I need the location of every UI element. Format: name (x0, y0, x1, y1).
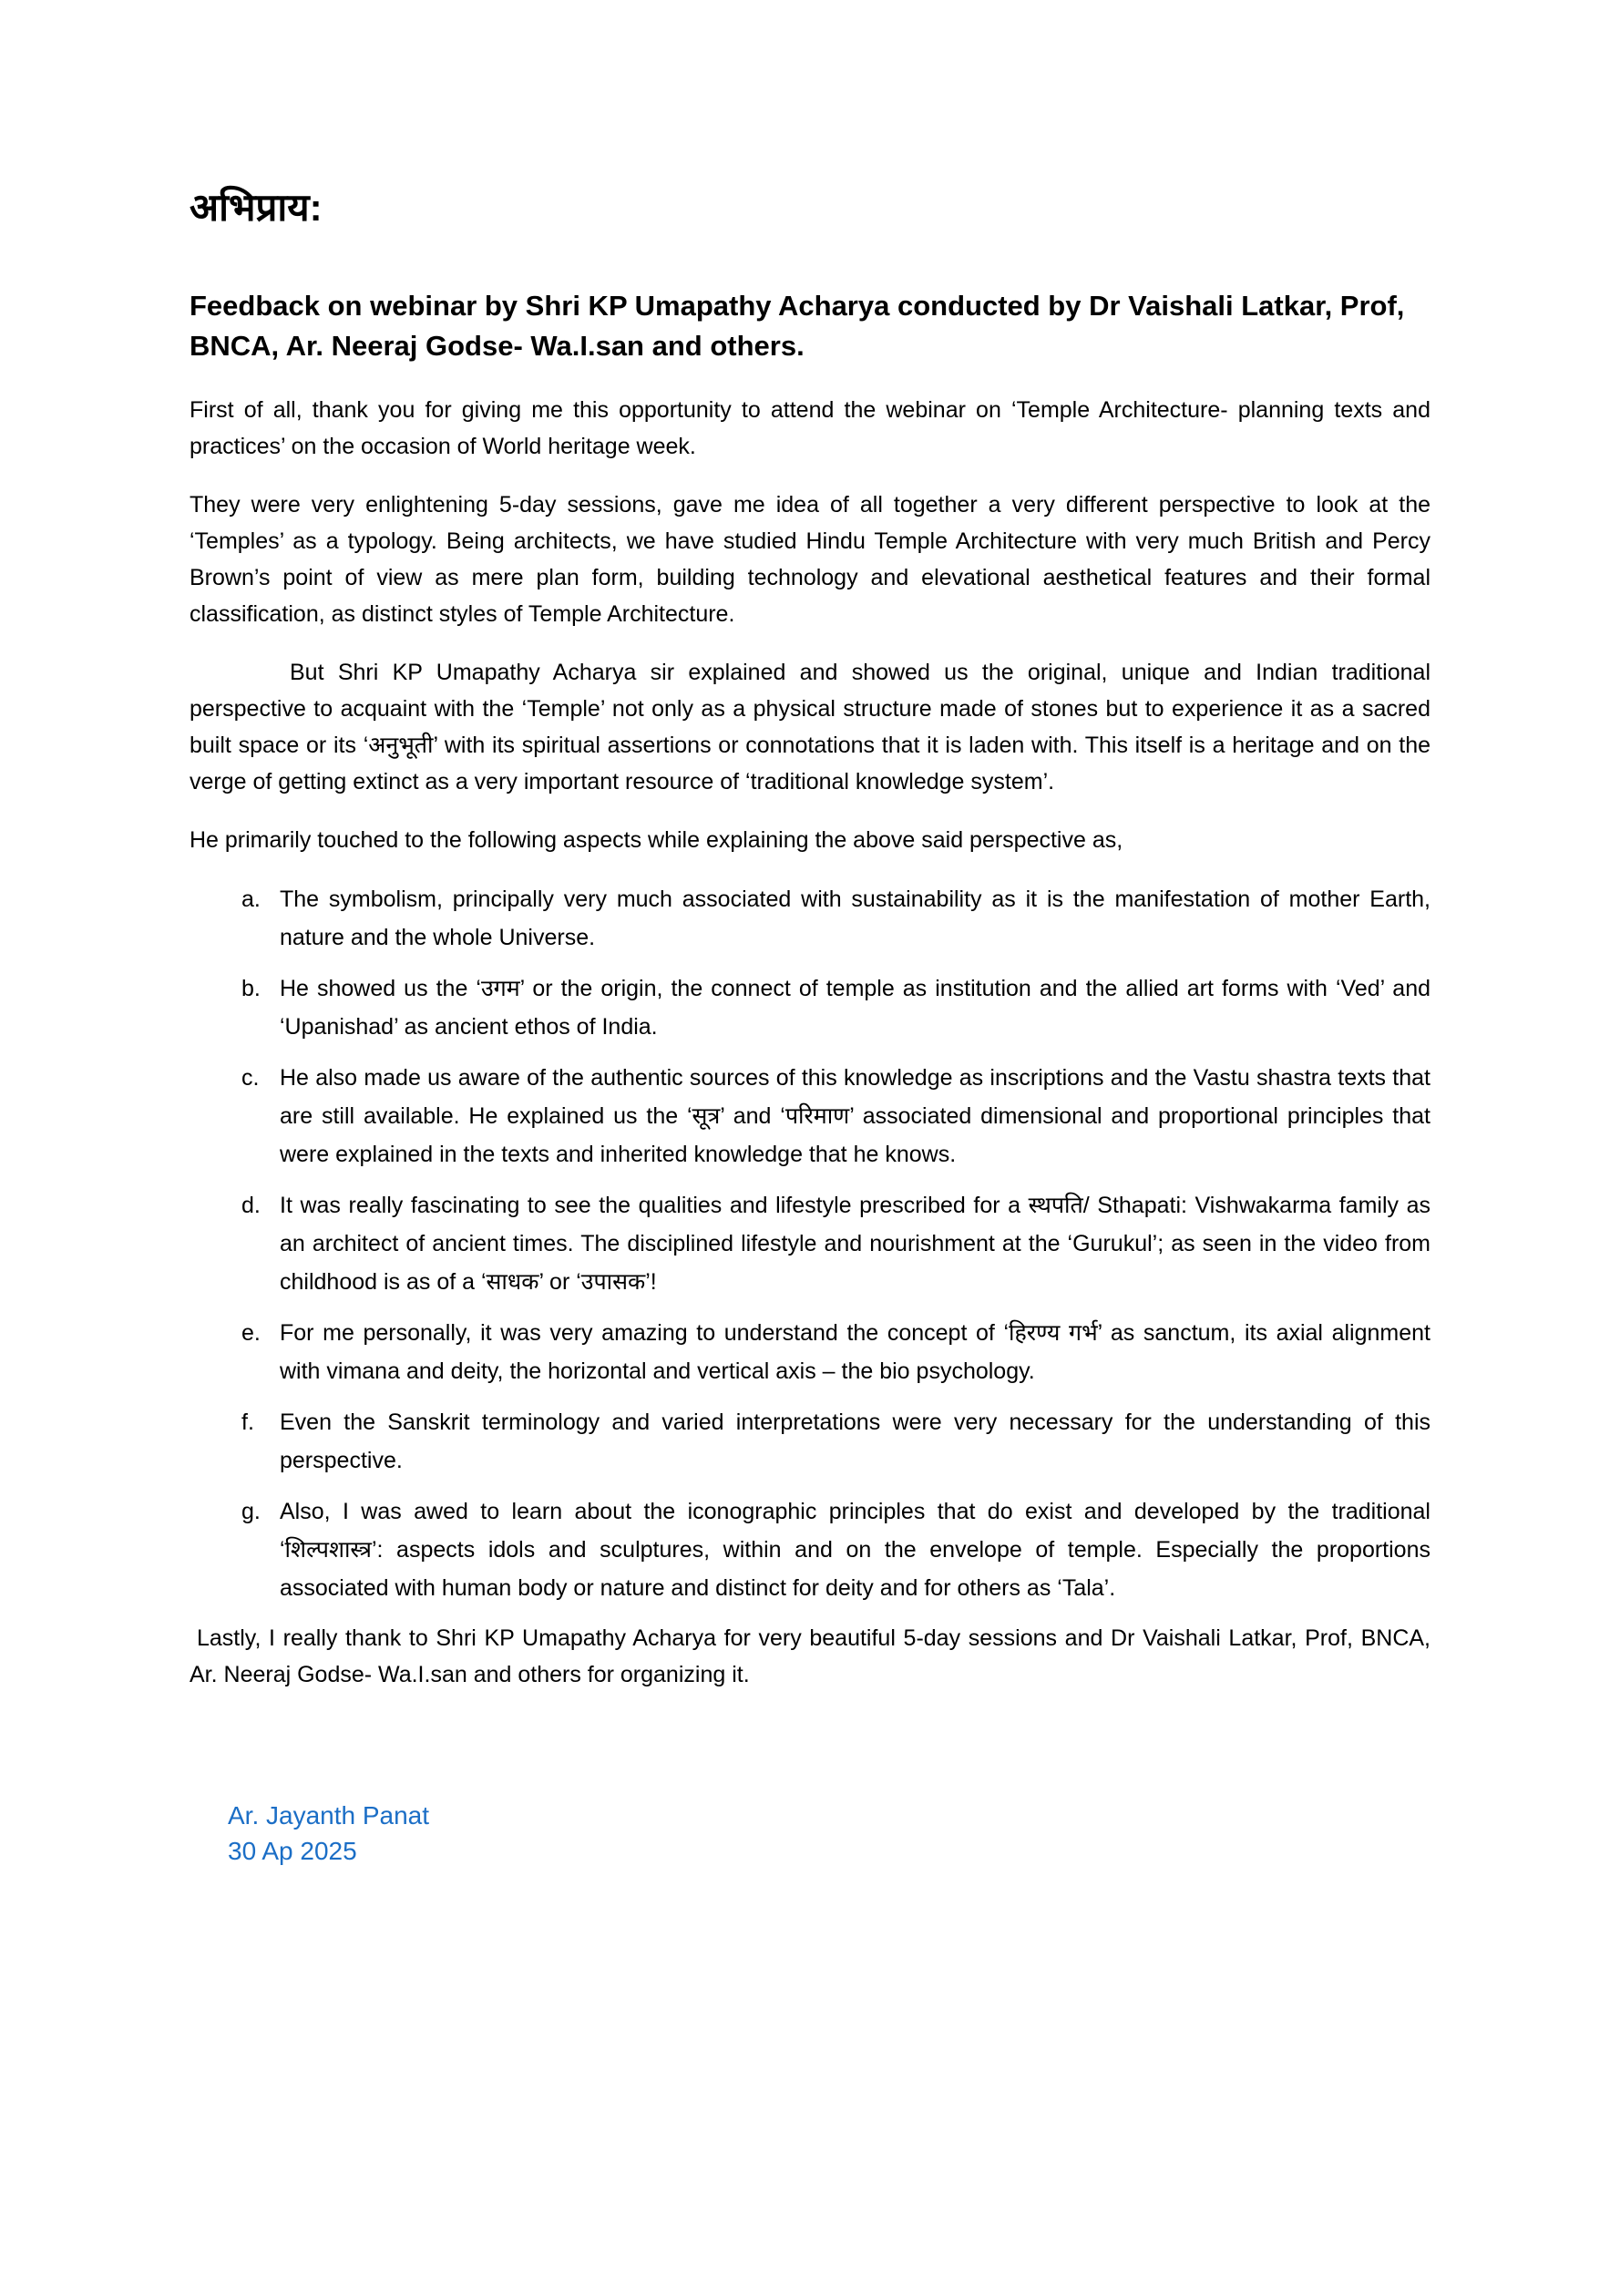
list-marker-c: c. (241, 1065, 260, 1091)
paragraph-aspects-lead: He primarily touched to the following aspects while explaining the above said perspective as, (190, 827, 1123, 853)
aspects-list (190, 880, 1430, 1607)
list-item-c-text: He also made us aware of the authentic sources of this knowledge as inscriptions and the Vastu shastra texts that are still available. He explained us the ‘सूत्र’ and ‘परिमाण’ associated dimensional and proportional principles that were explained in the texts and inherited knowledge that he knows. (280, 1065, 1430, 1167)
paragraph-closing: Lastly, I really thank to Shri KP Umapathy Acharya for very beautiful 5-day sessions and Dr Vaishali Latkar, Prof, BNCA, Ar. Neeraj Godse- Wa.I.san and others for organizing it. (190, 1625, 1430, 1687)
signature-date: 30 Ap 2025 (228, 1837, 357, 1865)
list-item-d-text: It was really fascinating to see the qualities and lifestyle prescribed for a स्थपति/ Sthapati: Vishwakarma family as an architect of ancient times. The disciplined lifestyle and nourishment at the ‘Gurukul’; as seen in the video from childhood is as of a ‘साधक’ or ‘उपासक’! (280, 1193, 1430, 1295)
list-item-c (190, 1059, 1430, 1174)
list-item-e-text: For me personally, it was very amazing to understand the concept of ‘हिरण्य गर्भ’ as sanctum, its axial alignment with vimana and deity, the horizontal and vertical axis – the bio psychology. (280, 1320, 1430, 1384)
paragraph-perspective: But Shri KP Umapathy Acharya sir explained and showed us the original, unique and Indian traditional perspective to acquaint with the ‘Temple’ not only as a physical structure made of stones but to experience it as a sacred built space or its ‘अनुभूती’ with its spiritual assertions or connotations that it is laden with. This itself is a heritage and on the verge of getting extinct as a very important resource of ‘traditional knowledge system’. (190, 660, 1430, 794)
list-item-f-text: Even the Sanskrit terminology and varied interpretations were very necessary for the understanding of this perspective. (280, 1409, 1430, 1473)
list-item-f (190, 1403, 1430, 1480)
list-item-b (190, 969, 1430, 1046)
signature-name: Ar. Jayanth Panat (228, 1801, 430, 1830)
feedback-heading: Feedback on webinar by Shri KP Umapathy Acharya conducted by Dr Vaishali Latkar, Prof, BNCA, Ar. Neeraj Godse- Wa.I.san and others. (190, 290, 1405, 362)
list-item-a (190, 880, 1430, 957)
list-item-a-text: The symbolism, principally very much associated with sustainability as it is the manifestation of mother Earth, nature and the whole Universe. (280, 887, 1430, 950)
list-marker-b: b. (241, 976, 261, 1001)
list-marker-e: e. (241, 1320, 261, 1346)
list-item-g (190, 1492, 1430, 1607)
list-marker-g: g. (241, 1499, 261, 1524)
list-marker-a: a. (241, 887, 261, 912)
signature-block (228, 1798, 1430, 1869)
paragraph-sessions: They were very enlightening 5-day sessions, gave me idea of all together a very different perspective to look at the ‘Temples’ as a typology. Being architects, we have studied Hindu Temple Architecture with very much British and Percy Brown’s point of view as mere plan form, building technology and elevational aesthetical features and their formal classification, as distinct styles of Temple Architecture. (190, 492, 1430, 627)
list-item-b-text: He showed us the ‘उगम’ or the origin, the connect of temple as institution and the allied art forms with ‘Ved’ and ‘Upanishad’ as ancient ethos of India. (280, 976, 1430, 1040)
paragraph-intro: First of all, thank you for giving me this opportunity to attend the webinar on ‘Temple Architecture- planning texts and practices’ on the occasion of World heritage week. (190, 397, 1430, 459)
list-marker-d: d. (241, 1193, 261, 1218)
list-item-g-text: Also, I was awed to learn about the iconographic principles that do exist and developed by the traditional ‘शिल्पशास्त्र’: aspects idols and sculptures, within and on the envelope of temple. Especially the proportions associated with human body or nature and distinct for deity and for others as ‘Tala’. (280, 1499, 1430, 1601)
list-item-d (190, 1186, 1430, 1301)
page-title: अभिप्राय: (190, 186, 323, 229)
list-item-e (190, 1314, 1430, 1390)
list-marker-f: f. (241, 1409, 254, 1435)
